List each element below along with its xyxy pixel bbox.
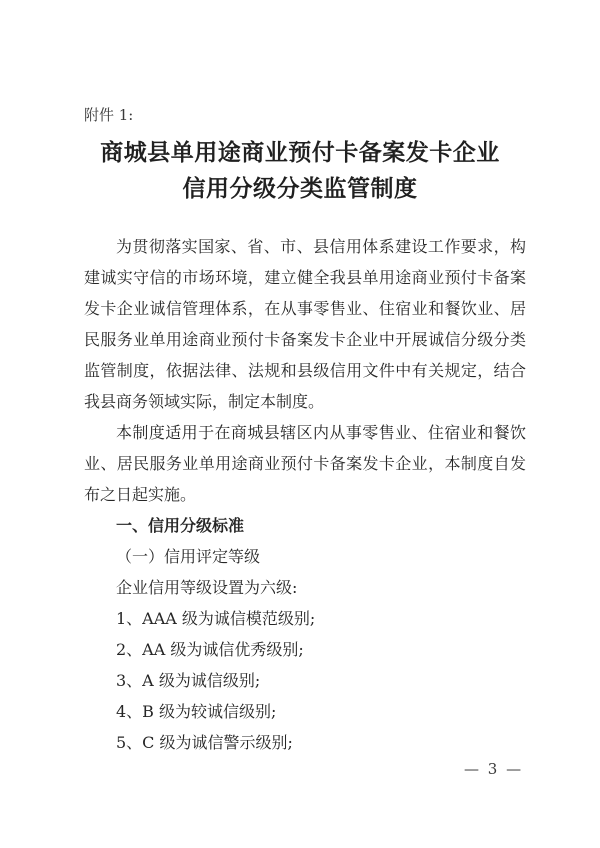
paragraph-1-line: 民服务业单用途商业预付卡备案发卡企业中开展诚信分级分类 [84,330,526,349]
subsection-heading: （一）信用评定等级 [116,547,261,566]
paragraph-2-line: 布之日起实施。 [84,485,197,504]
document-title-line-1: 商城县单用途商业预付卡备案发卡企业 [100,140,500,166]
list-item: 2、AA 级为诚信优秀级别; [116,640,304,659]
list-item: 4、B 级为较诚信级别; [116,702,277,721]
paragraph-1-line: 发卡企业诚信管理体系，在从事零售业、住宿业和餐饮业、居 [84,299,526,318]
list-item: 3、A 级为诚信级别; [116,671,261,690]
list-item: 1、AAA 级为诚信模范级别; [116,609,316,628]
paragraph-1-line: 建诚实守信的市场环境，建立健全我县单用途商业预付卡备案 [84,268,526,287]
page-number: — 3 — [464,760,524,778]
paragraph-2-line: 本制度适用于在商城县辖区内从事零售业、住宿业和餐饮 [116,423,526,442]
paragraph-1-line: 监管制度，依据法律、法规和县级信用文件中有关规定，结合 [84,361,526,380]
paragraph-1-line: 为贯彻落实国家、省、市、县信用体系建设工作要求，构 [116,237,526,256]
attachment-label: 附件 1: [84,106,134,124]
document-title-line-2: 信用分级分类监管制度 [182,176,418,202]
section-heading: 一、信用分级标准 [116,516,245,535]
list-item: 5、C 级为诚信警示级别; [116,733,293,752]
paragraph-2-line: 业、居民服务业单用途商业预付卡备案发卡企业，本制度自发 [84,454,526,473]
levels-intro: 企业信用等级设置为六级: [116,578,298,597]
paragraph-1-line: 我县商务领域实际，制定本制度。 [84,392,325,411]
